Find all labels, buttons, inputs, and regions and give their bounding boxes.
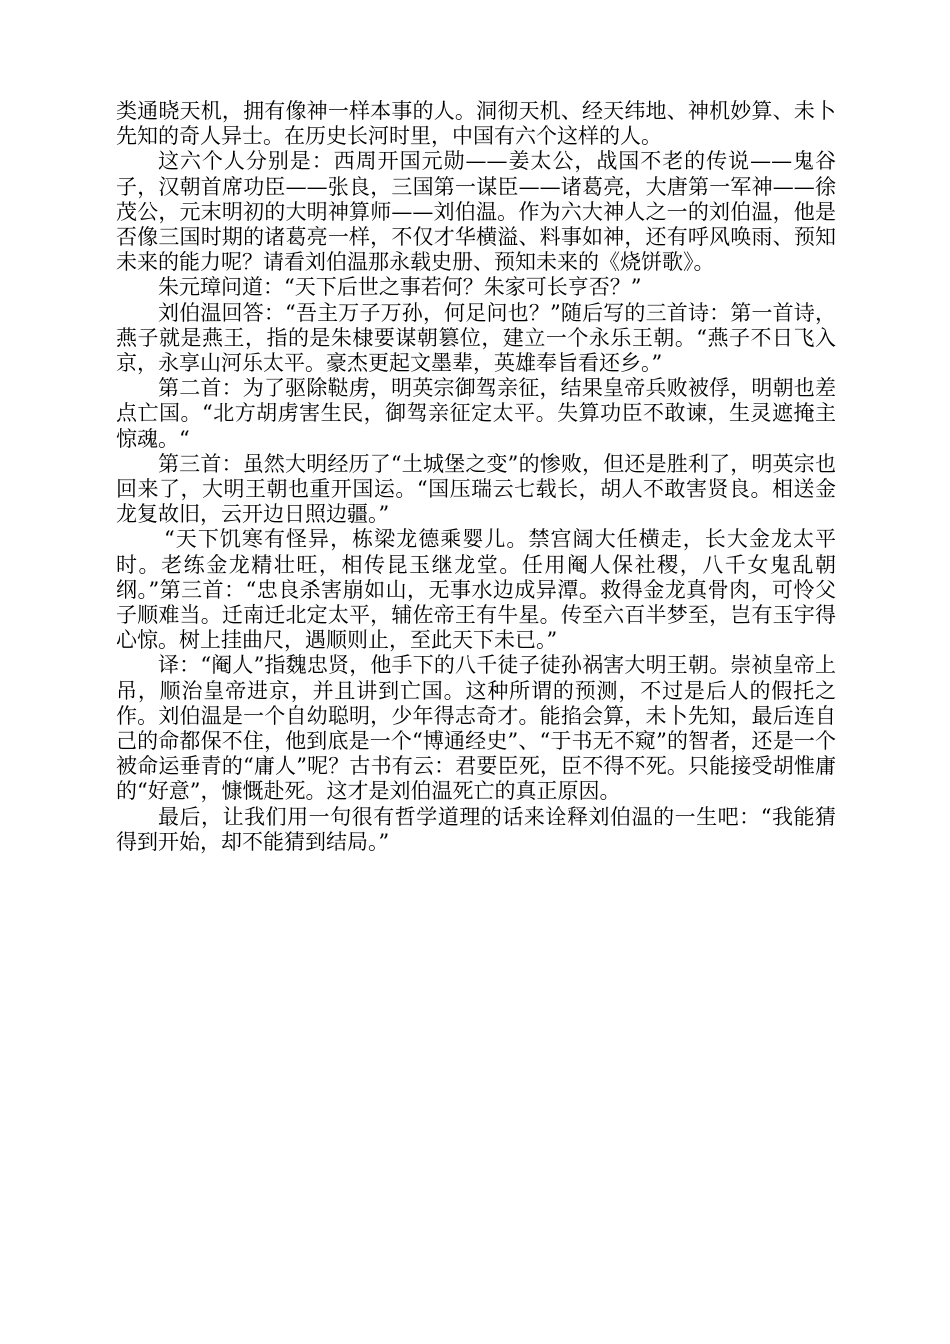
paragraph-poem-verses: “天下饥寒有怪异，栋梁龙德乘婴儿。禁宫阔大任横走，长大金龙太平时。老练金龙精壮旺，相传昆玉继龙堂。任用阉人保社稷，八千女鬼乱朝纲。”第三首：“忠良杀害崩如山，无事水边成异潭。救得金龙真骨肉，可怜父子顺难当。迁南迁北定太平，辅佐帝王有牛星。传至六百半梦至，岂有玉宇得心惊。树上挂曲尺，遇顺则止，至此天下未已。” bbox=[116, 527, 836, 653]
document-body bbox=[116, 99, 836, 855]
paragraph-translation: 译：“阉人”指魏忠贤，他手下的八千徒子徒孙祸害大明王朝。崇祯皇帝上吊，顺治皇帝进京，并且讲到亡国。这种所谓的预测，不过是后人的假托之作。刘伯温是一个自幼聪明，少年得志奇才。能掐会算，未卜先知，最后连自己的命都保不住，他到底是一个“博通经史”、“于书无不窥”的智者，还是一个被命运垂青的“庸人”呢？古书有云：君要臣死，臣不得不死。只能接受胡惟庸的“好意”，慷慨赴死。这才是刘伯温死亡的真正原因。 bbox=[116, 653, 836, 804]
paragraph-conclusion: 最后，让我们用一句很有哲学道理的话来诠释刘伯温的一生吧：“我能猜得到开始，却不能猜到结局。” bbox=[116, 804, 836, 854]
paragraph-zhu-yuanzhang-question: 朱元璋问道：“天下后世之事若何？朱家可长亨否？” bbox=[158, 275, 642, 300]
paragraph-intro-continuation: 类通晓天机，拥有像神一样本事的人。洞彻天机、经天纬地、神机妙算、未卜先知的奇人异士。在历史长河时里，中国有六个这样的人。 bbox=[116, 99, 836, 149]
paragraph-liu-bowen-answer: 刘伯温回答：“吾主万子万孙，何足问也？”随后写的三首诗：第一首诗，燕子就是燕王，指的是朱棣要谋朝篡位，建立一个永乐王朝。“燕子不日飞入京，永享山河乐太平。豪杰更起文墨辈，英雄奉旨看还乡。” bbox=[116, 300, 836, 376]
paragraph-third-poem: 第三首：虽然大明经历了“土城堡之变”的惨败，但还是胜利了，明英宗也回来了，大明王朝也重开国运。“国压瑞云七载长，胡人不敢害贤良。相送金龙复故旧，云开边日照边疆。” bbox=[116, 451, 836, 527]
paragraph-six-sages: 这六个人分别是：西周开国元勋——姜太公，战国不老的传说——鬼谷子，汉朝首席功臣——张良，三国第一谋臣——诸葛亮，大唐第一军神——徐茂公，元末明初的大明神算师——刘伯温。作为六大神人之一的刘伯温，他是否像三国时期的诸葛亮一样，不仅才华横溢、料事如神，还有呼风唤雨、预知未来的能力呢？请看刘伯温那永载史册、预知未来的《烧饼歌》。 bbox=[116, 149, 836, 275]
paragraph-second-poem: 第二首：为了驱除鞑虏，明英宗御驾亲征，结果皇帝兵败被俘，明朝也差点亡国。“北方胡虏害生民，御驾亲征定太平。失算功臣不敢谏，生灵遮掩主惊魂。“ bbox=[116, 376, 836, 451]
